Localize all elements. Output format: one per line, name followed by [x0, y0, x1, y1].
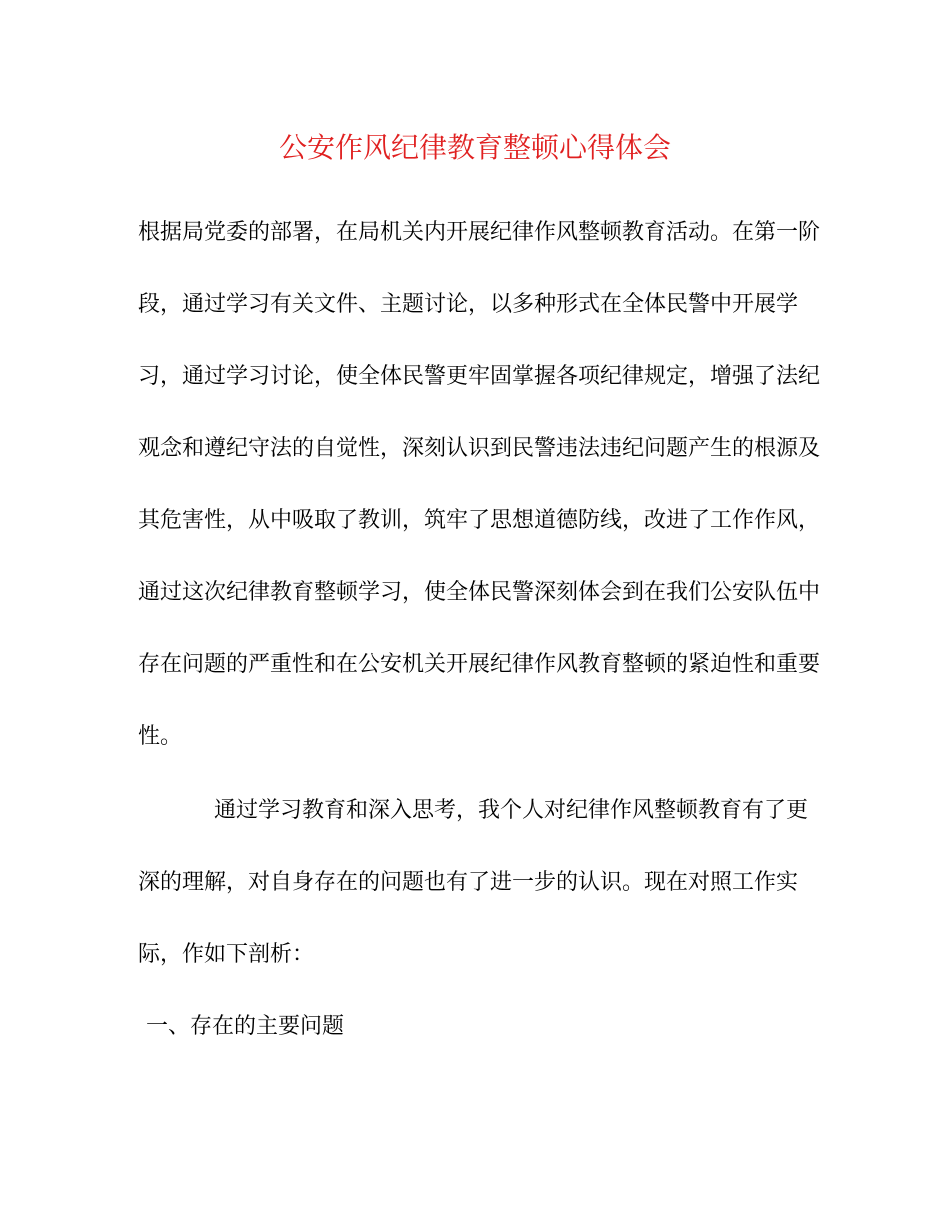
paragraph-1-line-5: 其危害性，从中吸取了教训，筑牢了思想道德防线，改进了工作作风， — [138, 508, 821, 533]
paragraph-1-line-8: 性。 — [138, 724, 183, 749]
paragraph-1-line-6: 通过这次纪律教育整顿学习，使全体民警深刻体会到在我们公安队伍中 — [138, 580, 821, 605]
paragraph-1-line-2: 段，通过学习有关文件、主题讨论，以多种形式在全体民警中开展学 — [138, 292, 799, 317]
paragraph-2-line-2: 深的理解，对自身存在的问题也有了进一步的认识。现在对照工作实 — [138, 870, 799, 895]
paragraph-1-line-3: 习，通过学习讨论，使全体民警更牢固掌握各项纪律规定，增强了法纪 — [138, 364, 821, 389]
paragraph-1-line-4: 观念和遵纪守法的自觉性，深刻认识到民警违法违纪问题产生的根源及 — [138, 436, 821, 461]
section-heading-1: 一、存在的主要问题 — [146, 1014, 345, 1039]
paragraph-1-line-7: 存在问题的严重性和在公安机关开展纪律作风教育整顿的紧迫性和重要 — [138, 652, 821, 677]
paragraph-2-line-1: 通过学习教育和深入思考，我个人对纪律作风整顿教育有了更 — [214, 798, 809, 823]
paragraph-2-line-3: 际，作如下剖析： — [138, 942, 315, 967]
document-title: 公安作风纪律教育整顿心得体会 — [278, 131, 671, 164]
paragraph-1-line-1: 根据局党委的部署，在局机关内开展纪律作风整顿教育活动。在第一阶 — [138, 220, 821, 245]
